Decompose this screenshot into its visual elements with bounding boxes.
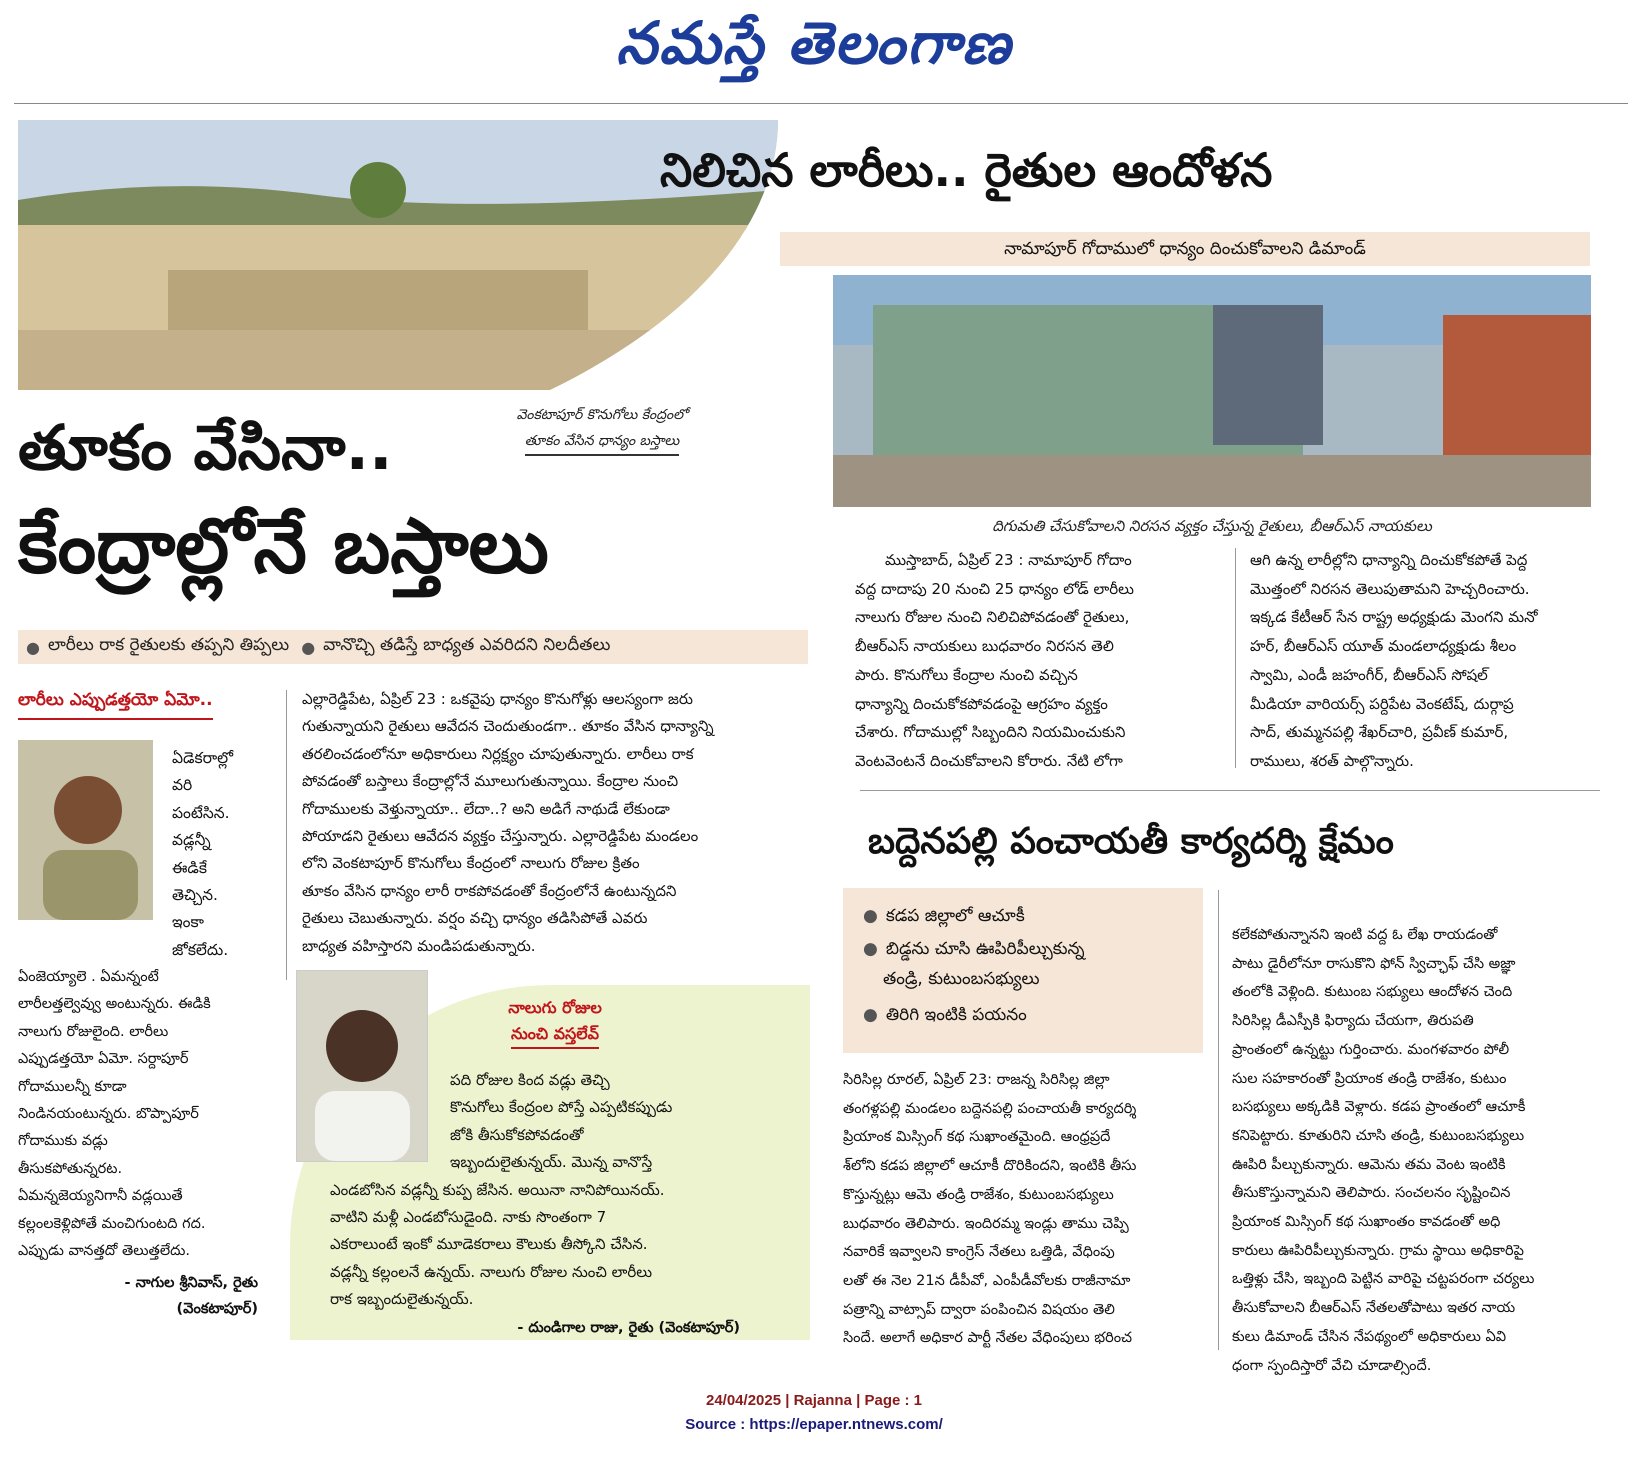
text-line: తీసుకొస్తున్నామని తెలిపారు. సంచలనం సృష్టించిన: [1232, 1185, 1511, 1202]
subpoint: లారీలు రాక రైతులకు తప్పని తిప్పలు: [47, 635, 290, 655]
side-signature: [18, 1270, 258, 1322]
text-line: కనిపెట్టారు. కూతురిని చూసి తండ్రి, కుటుంబసభ్యులు: [1232, 1127, 1525, 1144]
bullet-row: [855, 964, 1203, 994]
text-line: ఏంజెయ్యాలె . ఏమన్నంటే: [18, 969, 159, 985]
quote-box-signature: - దుండిగాల రాజు, రైతు (వెంకటాపూర్): [517, 1320, 740, 1336]
protest-group-image: [833, 275, 1591, 507]
bullet-text: బిడ్డను చూసి ఊపిరిపీల్చుకున్న: [885, 939, 1085, 959]
text-line: పంటేసిన.: [172, 803, 230, 822]
column-divider: [1218, 890, 1219, 1350]
text-line: స్వామి, ఎండీ జహంగీర్, బీఆర్ఎస్ సోషల్: [1250, 665, 1488, 684]
text-line: గుతున్నాయని రైతులు ఆవేదన చెందుతుండగా.. తూకం వేసిన ధాన్యాన్ని: [302, 717, 714, 736]
text-line: వడ్లన్నీ: [172, 831, 211, 850]
story2-photo: [833, 275, 1591, 507]
signature-line: - నాగుల శ్రీనివాస్, రైతు: [124, 1275, 258, 1291]
text-line: జోకలేదు.: [172, 940, 229, 959]
text-line: ఈడికే: [172, 858, 207, 877]
text-line: గోదాముకు వడ్లు: [18, 1133, 108, 1150]
farmer-portrait-icon: [18, 740, 153, 920]
signature-line: (వెంకటాపూర్): [176, 1301, 258, 1317]
story3-col2: [1232, 921, 1612, 1380]
title-line: నుంచి వస్తలేవ్: [511, 1021, 599, 1049]
text-line: నాలుగు రోజులైంది. లారీలు: [18, 1023, 169, 1040]
text-line: హర్, బీఆర్ఎస్ యూత్ మండలాధ్యక్షుడు శీలం: [1250, 637, 1517, 656]
bullet-icon: ●: [863, 939, 878, 959]
quote-box-body: [330, 1067, 800, 1314]
text-line: పోయాడని రైతులు ఆవేదన వ్యక్తం చేస్తున్నారు. ఎల్లారెడ్డిపేట మండలం: [302, 827, 699, 846]
text-line: తంగళ్లపల్లి మండలం బద్దెనపల్లి పంచాయతీ కార్యదర్శి: [843, 1100, 1137, 1117]
footer-date-edition: 24/04/2025 | Rajanna | Page : 1: [705, 1392, 922, 1409]
text-line: కులు డిమాండ్ చేసిన నేపథ్యంలో అధికారులు ఏవి: [1232, 1328, 1507, 1345]
text-line: సుల సహకారంతో ప్రియాంక తండ్రి రాజేశం, కుటుం: [1232, 1070, 1507, 1087]
bullet-text: కడప జిల్లాలో ఆచూకీ: [885, 906, 1025, 926]
text-line: వద్ద దాదాపు 20 నుంచి 25 ధాన్యం లోడ్ లారీలు: [855, 579, 1134, 598]
story2-subhead: నామాపూర్ గోదాములో ధాన్యం దించుకోవాలని డిమాండ్: [780, 232, 1590, 266]
bullet-icon: ●: [26, 637, 40, 657]
column-divider: [286, 690, 287, 980]
bullet-text: తిరిగి ఇంటికి పయనం: [885, 1005, 1027, 1025]
text-line: ఎల్లారెడ్డిపేట, ఏప్రిల్ 23 : ఒకవైపు ధాన్యం కొనుగోళ్లు ఆలస్యంగా జరు: [302, 690, 693, 708]
story3-bullets: [843, 888, 1203, 1053]
story1-body: [302, 686, 807, 960]
masthead-divider: [14, 103, 1628, 104]
column-divider: [1235, 548, 1236, 768]
text-line: ఏడెకరాల్లో: [172, 749, 234, 767]
side-body-wide: [18, 964, 288, 1265]
text-line: బసభ్యులు అక్కడికి వెళ్లారు. కడప ప్రాంతంలో ఆచూకీ: [1232, 1099, 1526, 1116]
text-line: ఒత్తిళ్లు చేసి, ఇబ్బంది పెట్టిన వారిపై చట్టపరంగా చర్యలు: [1232, 1271, 1535, 1288]
story2-headline: నిలిచిన లారీలు.. రైతుల ఆందోళన: [660, 143, 1273, 197]
text-line: కొస్తున్నట్లు ఆమె తండ్రి రాజేశం, కుటుంబసభ్యులు: [843, 1186, 1114, 1203]
bullet-icon: ●: [863, 906, 878, 926]
caption-line: వెంకటాపూర్ కొనుగోలు కేంద్రంలో: [516, 407, 688, 423]
text-line: ధంగా స్పందిస్తారో వేచి చూడాల్సిందే.: [1232, 1357, 1432, 1374]
text-line: ఇంకా: [172, 913, 204, 932]
text-line: చేశారు. గోదాముల్లో సిబ్బందిని నియమించుకుని: [855, 723, 1126, 742]
text-line: వడ్లన్నీ కల్లంలనే ఉన్నయ్. నాలుగు రోజుల నుంచి లారీలు: [330, 1262, 653, 1281]
text-line: ఇబ్బందులైతున్నయ్. మొన్న వానొస్తే: [450, 1153, 653, 1172]
text-line: లారీలత్తల్వెవ్వు అంటున్నరు. ఈడికి: [18, 996, 211, 1013]
caption-line: తూకం వేసిన ధాన్యం బస్తాలు: [525, 428, 679, 456]
text-line: కల్లంలకెళ్లిపోతే మంచిగుంటది గద.: [18, 1215, 206, 1232]
text-line: ముస్తాబాద్, ఏప్రిల్ 23 : నామాపూర్ గోదాం: [885, 551, 1132, 569]
text-line: వరి: [172, 776, 193, 795]
text-line: గోదాములన్నీ కూడా: [18, 1078, 127, 1095]
text-line: జోకి తీసుకోకపోవడంతో: [450, 1125, 584, 1144]
text-line: ఆగి ఉన్న లారీల్లోని ధాన్యాన్ని దించుకోకపోతే పెద్ద: [1250, 551, 1528, 569]
text-line: నవారికే ఇవ్వాలని కాంగ్రెస్ నేతలు ఒత్తిడి, వేధింపు: [843, 1244, 1115, 1261]
text-line: వాటిని మళ్లీ ఎండబోసుడైంది. నాకు సొంతంగా 7: [330, 1208, 607, 1227]
text-line: ఎప్పుడత్తయో ఏమో. సర్దాపూర్: [18, 1051, 189, 1068]
text-line: గోదాములకు వెళ్తున్నాయా.. లేదా..? అని అడిగే నాథుడే లేకుండా: [302, 799, 670, 818]
text-line: సిందే. అలాగే అధికార పార్టీ నేతల వేధింపులు భరించ: [843, 1330, 1133, 1347]
text-line: పత్రాన్ని వాట్సాప్ ద్వారా పంపించిన విషయం తెలి: [843, 1301, 1115, 1318]
text-line: ప్రాంతంలో ఉన్నట్టు గుర్తించారు. మంగళవారం పోలీ: [1232, 1041, 1510, 1058]
text-line: తీసుకపోతున్నరట.: [18, 1160, 123, 1177]
text-line: కొనుగోలు కేంద్రంల పోస్తే ఎప్పటికప్పుడు: [450, 1098, 673, 1117]
story2-col1: [855, 546, 1225, 776]
text-line: కారులు ఊపిరిపీల్చుకున్నారు. గ్రామ స్థాయి అధికారిపై: [1232, 1242, 1524, 1259]
text-line: ప్రియాంక మిస్సింగ్ కథ సుఖాంతం కావడంతో అధి: [1232, 1214, 1501, 1231]
farmer1-photo: [18, 740, 153, 920]
text-line: మీడియా వారియర్స్ పర్దిపేట వెంకటేష్, దుర్గాప్ర: [1250, 694, 1514, 713]
text-line: రాక ఇబ్బందులైతున్నయ్.: [330, 1290, 474, 1309]
text-line: తీసుకోవాలని బీఆర్ఎస్ నేతలతోపాటు ఇతర నాయ: [1232, 1300, 1516, 1317]
quote-box-title: [470, 995, 640, 1049]
masthead: నమస్తే తెలంగాణ: [616, 9, 1012, 77]
bullet-icon: ●: [863, 1005, 878, 1025]
text-line: లోని వెంకటాపూర్ కొనుగోలు కేంద్రంలో నాలుగు రోజుల క్రితం: [302, 854, 640, 873]
story1-photo-caption: [482, 402, 722, 456]
story3-headline: బద్దెనపల్లి పంచాయతీ కార్యదర్శి క్షేమం: [868, 821, 1394, 862]
text-line: శ్‌లోని కడప జిల్లాలో ఆచూకీ దొరికిందని, ఇంటికి తీసు: [843, 1158, 1137, 1175]
text-line: ధాన్యాన్ని దించుకోకపోవడంపై ఆగ్రహం వ్యక్తం: [855, 694, 1108, 713]
text-line: బీఆర్ఎస్ నాయకులు బుధవారం నిరసన తెలి: [855, 637, 1114, 656]
story3-col1: [843, 1066, 1208, 1353]
text-line: కలేకపోతున్నానని ఇంటి వద్ద ఓ లేఖ రాయడంతో: [1232, 927, 1498, 943]
text-line: తూకం వేసిన ధాన్యం లారీ రాకపోవడంతో కేంద్రంలోనే ఉంటున్నదని: [302, 881, 677, 900]
text-line: పోవడంతో బస్తాలు కేంద్రాల్లోనే మూలుగుతున్నాయి. కేంద్రాల నుంచి: [302, 772, 679, 791]
story1-headline-line2: కేంద్రాల్లోనే బస్తాలు: [18, 501, 549, 590]
text-line: ఎకరాలుంటే ఇంకో మూడెకరాలు కౌలుకు తీస్కోని చేసిన.: [330, 1235, 648, 1254]
text-line: ఊపిరి పీల్చుకున్నారు. ఆమెను తమ వెంట ఇంటికి: [1232, 1156, 1506, 1173]
text-line: సిరిసిల్ల డీఎస్పీకి ఫిర్యాదు చేయగా, తిరుపతి: [1232, 1013, 1474, 1030]
text-line: తంలోకి వెళ్లింది. కుటుంబ సభ్యులు ఆందోళన చెంది: [1232, 984, 1513, 1001]
bullet-text: తండ్రి, కుటుంబసభ్యులు: [883, 969, 1040, 989]
text-line: వెంటవెంటనే దించుకోవాలని కోరారు. నేటి లోగా: [855, 751, 1123, 770]
side-body-narrow: [172, 745, 287, 964]
story2-col2: [1250, 546, 1620, 776]
text-line: ఎండబోసిన వడ్లన్నీ కుప్ప జేసిన. అయినా నానిపోయినయ్.: [330, 1180, 665, 1199]
text-line: లతో ఈ నెల 21న డీపీవో, ఎంపీడీవోలకు రాజీనామా: [843, 1272, 1131, 1289]
text-line: పాటు డైరీలోనూ రాసుకొని ఫోన్ స్విచ్ఛాఫ్ చేసి అజ్ఞా: [1232, 955, 1516, 972]
text-line: సిరిసిల్ల రూరల్, ఏప్రిల్ 23: రాజన్న సిరిసిల్ల జిల్లా: [843, 1072, 1110, 1088]
text-line: మొత్తంలో నిరసన తెలుపుతామని హెచ్చరించారు.: [1250, 579, 1530, 598]
text-line: ఏమన్నజెయ్యనిగానీ వడ్లయితే: [18, 1188, 183, 1205]
title-line: నాలుగు రోజుల: [508, 998, 602, 1017]
text-line: రైతులు చెబుతున్నారు. వర్షం వచ్చి ధాన్యం తడిసిపోతే ఎవరు: [302, 909, 648, 928]
bullet-row: [855, 898, 1203, 934]
bullet-row: [855, 934, 1203, 964]
text-line: బుధవారం తెలిపారు. ఇందిరమ్మ ఇండ్లు తాము చెప్పి: [843, 1215, 1129, 1232]
bullet-icon: ●: [301, 637, 316, 657]
section-divider: [860, 790, 1600, 791]
footer-source: Source : https://epaper.ntnews.com/: [685, 1416, 943, 1433]
text-line: నిండినయంటున్నరు. బొప్పాపూర్: [18, 1106, 199, 1123]
text-line: పది రోజుల కింద వడ్లు తెచ్చి: [450, 1071, 610, 1089]
side-title: లారీలు ఎప్పుడత్తయో ఏమో..: [18, 690, 213, 720]
text-line: తరలించడంలోనూ అధికారులు నిర్లక్ష్యం చూపుతున్నారు. లారీలు రాక: [302, 744, 694, 763]
subpoint: వానొచ్చి తడిస్తే బాధ్యత ఎవరిదని నిలదీతలు: [323, 635, 611, 655]
story1-subpoints: [18, 630, 808, 664]
text-line: సాద్, తుమ్మనపల్లి శేఖర్‌చారి, ప్రవీణ్ కుమార్,: [1250, 723, 1509, 742]
text-line: ఇక్కడ కేటీఆర్ సేన రాష్ట్ర అధ్యక్షుడు మెంగని మనో: [1250, 608, 1538, 627]
text-line: రాములు, శరత్ పాల్గొన్నారు.: [1250, 751, 1414, 770]
text-line: ప్రియాంక మిస్సింగ్ కథ సుఖాంతమైంది. ఆంధ్రప్రదే: [843, 1129, 1111, 1146]
bullet-row: [855, 994, 1203, 1036]
text-line: బాధ్యత వహిస్తారని మండిపడుతున్నారు.: [302, 936, 536, 955]
story2-photo-caption: దిగుమతి చేసుకోవాలని నిరసన వ్యక్తం చేస్తున్న రైతులు, బీఆర్ఎస్ నాయకులు: [992, 517, 1432, 535]
text-line: పారు. కొనుగోలు కేంద్రాల నుంచి వచ్చిన: [855, 665, 1078, 684]
story1-headline-line1: తూకం వేసినా..: [18, 411, 393, 484]
text-line: ఎప్పుడు వానత్తదో తెలుత్తలేదు.: [18, 1243, 190, 1260]
text-line: తెచ్చిన.: [172, 886, 218, 905]
text-line: నాలుగు రోజుల నుంచి నిలిచిపోవడంతో రైతులు,: [855, 608, 1130, 627]
